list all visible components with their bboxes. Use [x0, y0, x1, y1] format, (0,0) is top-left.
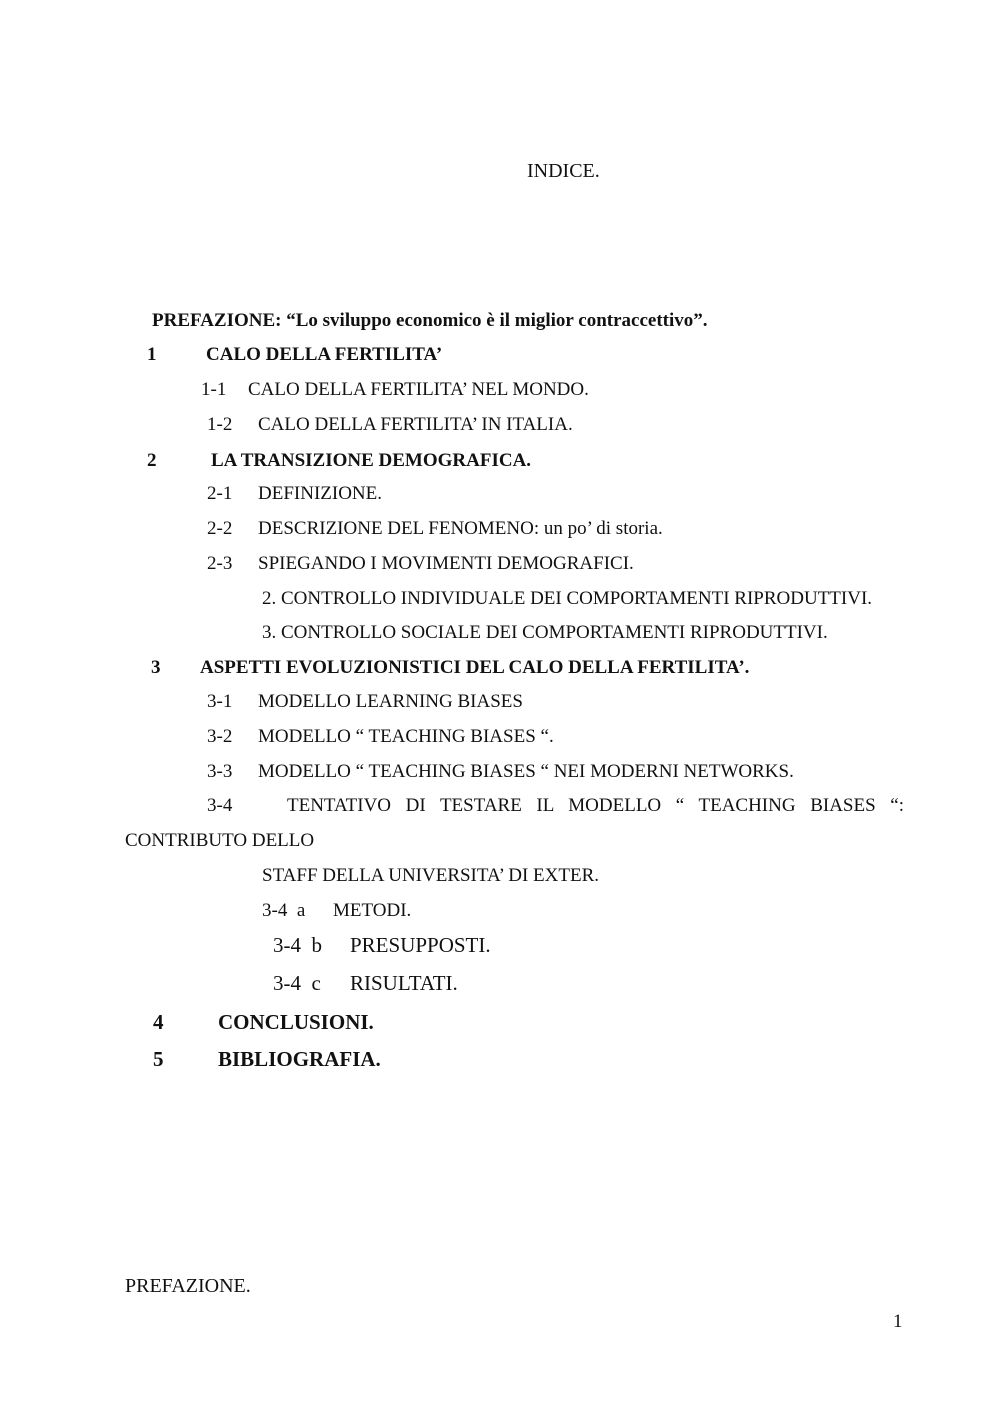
page-number: 1	[893, 1311, 903, 1332]
toc-section-3-1-title: MODELLO LEARNING BIASES	[258, 691, 523, 712]
toc-chapter-3-title: ASPETTI EVOLUZIONISTICI DEL CALO DELLA FERTILITA’.	[200, 657, 750, 678]
toc-section-2-1-number: 2-1	[207, 483, 233, 504]
toc-section-2-2-title: DESCRIZIONE DEL FENOMENO: un po’ di storia.	[258, 518, 663, 539]
toc-chapter-4-number: 4	[153, 1010, 164, 1034]
toc-section-2-3-title: SPIEGANDO I MOVIMENTI DEMOGRAFICI.	[258, 553, 634, 574]
toc-chapter-2-title: LA TRANSIZIONE DEMOGRAFICA.	[211, 450, 532, 471]
toc-section-1-2-number: 1-2	[207, 414, 233, 435]
toc-section-2-3-number: 2-3	[207, 553, 233, 574]
toc-section-1-1-title: CALO DELLA FERTILITA’ NEL MONDO.	[248, 379, 589, 400]
toc-chapter-1-number: 1	[147, 344, 157, 365]
toc-preface: PREFAZIONE: “Lo sviluppo economico è il miglior contraccettivo”.	[152, 310, 708, 331]
toc-chapter-3-number: 3	[151, 657, 161, 678]
toc-section-3-3-number: 3-3	[207, 761, 233, 782]
toc-section-3-4-title-line3: STAFF DELLA UNIVERSITA’ DI EXTER.	[262, 865, 600, 886]
toc-section-3-2-number: 3-2	[207, 726, 233, 747]
toc-section-3-4c-number: 3-4 c	[273, 971, 321, 995]
toc-subsection-2-3-3: 3. CONTROLLO SOCIALE DEI COMPORTAMENTI RIPRODUTTIVI.	[262, 622, 828, 643]
toc-chapter-5-number: 5	[153, 1047, 164, 1071]
toc-section-3-4-number: 3-4	[207, 795, 233, 816]
toc-section-1-1-number: 1-1	[201, 379, 227, 400]
section-heading-prefazione: PREFAZIONE.	[125, 1275, 251, 1297]
toc-section-2-2-number: 2-2	[207, 518, 233, 539]
toc-section-3-1-number: 3-1	[207, 691, 233, 712]
toc-section-3-4c-title: RISULTATI.	[350, 971, 458, 995]
toc-section-3-4b-title: PRESUPPOSTI.	[350, 933, 491, 957]
page-title: INDICE.	[527, 160, 600, 182]
toc-section-3-4-title-line2: CONTRIBUTO DELLO	[125, 830, 315, 851]
toc-section-1-2-title: CALO DELLA FERTILITA’ IN ITALIA.	[258, 414, 573, 435]
toc-chapter-4-title: CONCLUSIONI.	[218, 1010, 374, 1034]
toc-section-3-4-title-line1: TENTATIVO DI TESTARE IL MODELLO “ TEACHING BIASES “:	[287, 795, 904, 816]
toc-subsection-2-3-2: 2. CONTROLLO INDIVIDUALE DEI COMPORTAMENTI RIPRODUTTIVI.	[262, 588, 873, 609]
toc-section-3-4a-number: 3-4 a	[262, 900, 306, 921]
toc-section-3-3-title: MODELLO “ TEACHING BIASES “ NEI MODERNI NETWORKS.	[258, 761, 794, 782]
toc-section-2-1-title: DEFINIZIONE.	[258, 483, 383, 504]
toc-chapter-2-number: 2	[147, 450, 157, 471]
toc-chapter-1-title: CALO DELLA FERTILITA’	[206, 344, 443, 365]
toc-chapter-5-title: BIBLIOGRAFIA.	[218, 1047, 381, 1071]
toc-section-3-2-title: MODELLO “ TEACHING BIASES “.	[258, 726, 554, 747]
toc-section-3-4b-number: 3-4 b	[273, 933, 322, 957]
toc-section-3-4a-title: METODI.	[333, 900, 412, 921]
